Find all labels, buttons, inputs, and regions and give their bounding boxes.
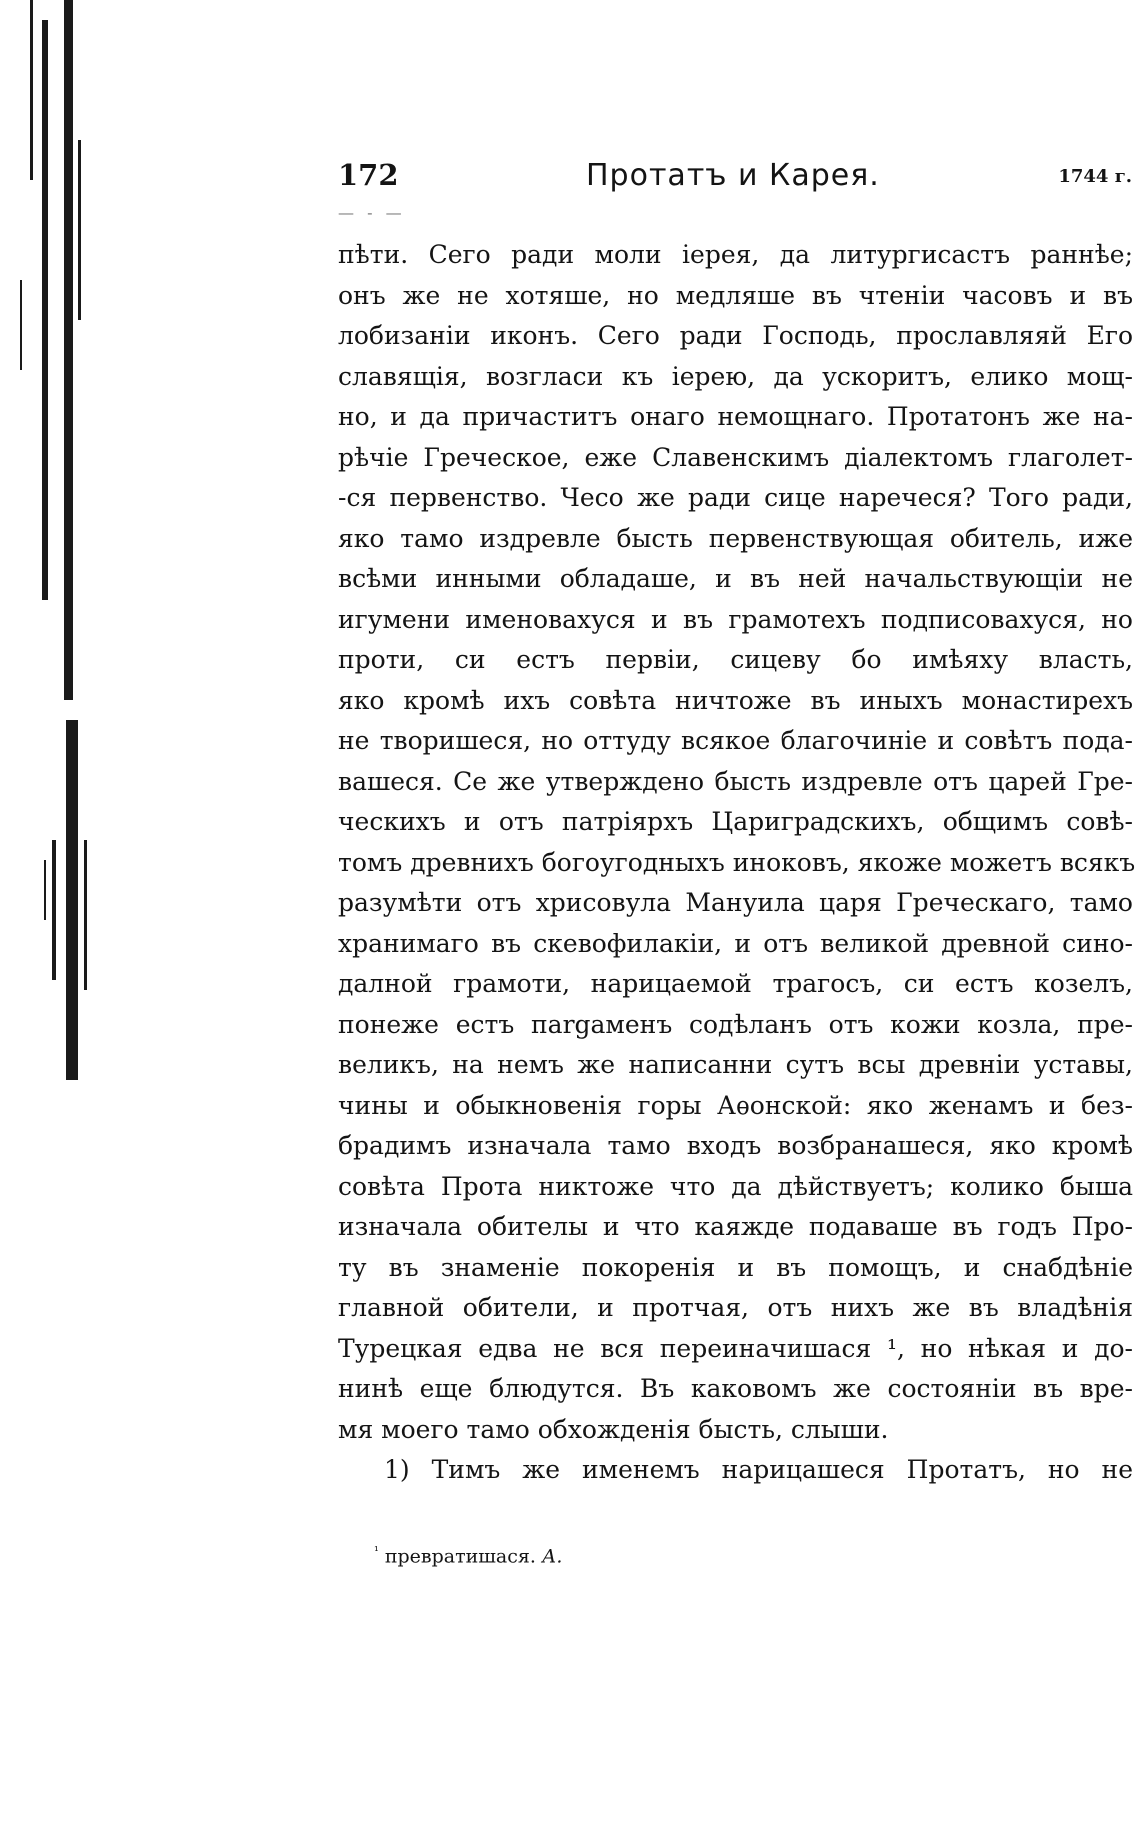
text-line: яко кромѣ ихъ совѣта ничтоже въ иныхъ монастирехъ bbox=[338, 685, 1133, 715]
text-line: ческихъ и отъ патріярхъ Цариградскихъ, общимъ совѣ- bbox=[338, 807, 1133, 836]
text-line: лобизаніи иконъ. Сего ради Господь, прославляяй Его bbox=[338, 321, 1133, 350]
binding-mark bbox=[66, 720, 78, 1080]
footnote-source: А. bbox=[541, 1545, 563, 1568]
binding-mark bbox=[78, 140, 81, 320]
binding-mark bbox=[44, 860, 46, 920]
footnote bbox=[374, 1544, 562, 1567]
text-line: великъ, на немъ же написанни сутъ всы древніи уставы, bbox=[338, 1050, 1133, 1079]
text-line: онъ же не хотяше, но медляше въ чтеніи часовъ и въ bbox=[338, 280, 1133, 310]
text-line: Турецкая едва не вся переиначишася ¹, но нѣкая и до- bbox=[338, 1333, 1133, 1363]
footnote-mark: ¹ bbox=[374, 1544, 379, 1558]
text-line: всѣми инными обладаше, и въ ней начальствующіи не bbox=[338, 564, 1133, 593]
text-line: игумени именовахуся и въ грамотехъ подписовахуся, но bbox=[338, 604, 1133, 634]
body-text bbox=[338, 235, 1136, 1491]
text-line: -ся первенство. Чесо же ради сице наречеся? Того ради, bbox=[338, 483, 1133, 512]
page-header bbox=[338, 158, 1132, 198]
binding-mark bbox=[20, 280, 22, 370]
running-title: Протатъ и Карея. bbox=[586, 158, 880, 193]
text-line: мя моего тамо обхожденія бысть, слыши. bbox=[338, 1414, 889, 1444]
text-line: чины и обыкновенія горы Аѳонской: яко женамъ и без- bbox=[338, 1090, 1133, 1120]
text-line: нинѣ еще блюдутся. Въ каковомъ же состояніи въ вре- bbox=[338, 1374, 1133, 1403]
text-line: яко тамо издревле бысть первенствующая обитель, иже bbox=[338, 523, 1133, 553]
text-line: томъ древнихъ богоугодныхъ иноковъ, якоже можетъ всякъ bbox=[338, 847, 1136, 877]
text-line: вашеся. Се же утверждено бысть издревле отъ царей Гре- bbox=[338, 766, 1133, 796]
text-line: но, и да причаститъ онаго немощнаго. Протатонъ же на- bbox=[338, 402, 1133, 431]
binding-mark bbox=[64, 0, 73, 700]
text-line: не творишеся, но оттуду всякое благочиніе и совѣтъ пода- bbox=[338, 726, 1133, 755]
binding-mark bbox=[30, 0, 33, 180]
text-line: ту въ знаменіе покоренія и въ помощъ, и снабдѣніе bbox=[338, 1252, 1133, 1282]
text-line: главной обители, и протчая, отъ нихъ же въ владѣнія bbox=[338, 1293, 1133, 1322]
text-line: хранимаго въ скевофилакіи, и отъ великой древной сино- bbox=[338, 928, 1133, 958]
text-line: далной грамоти, нарицаемой трагосъ, си естъ козелъ, bbox=[338, 969, 1133, 998]
text-line: брадимъ изначала тамо входъ возбранашеся, яко кромѣ bbox=[338, 1131, 1133, 1160]
text-line: рѣчіе Греческое, еже Славенскимъ діалектомъ глаголет- bbox=[338, 442, 1133, 472]
year-mark: 1744 г. bbox=[1058, 166, 1132, 187]
text-line: разумѣти отъ хрисовула Мануила царя Греческаго, тамо bbox=[338, 888, 1133, 917]
page-number: 172 bbox=[338, 158, 399, 192]
binding-mark bbox=[42, 20, 48, 600]
text-line: понеже естъ пargаменъ содѣланъ отъ кожи козла, пре- bbox=[338, 1009, 1133, 1039]
header-dash: — - — bbox=[338, 203, 406, 222]
binding-mark bbox=[52, 840, 56, 980]
text-line: совѣта Прота никтоже что да дѣйствуетъ; колико быша bbox=[338, 1171, 1133, 1201]
text-line: прoти, си естъ первіи, сицеву бо имѣяху власть, bbox=[338, 645, 1133, 674]
scan-binding-edge bbox=[0, 0, 100, 1844]
text-line: изначала обителы и что каяжде подаваше въ годъ Про- bbox=[338, 1212, 1133, 1241]
paragraph-start-line: 1) Тимъ же именемъ нарицашеся Протатъ, но не bbox=[384, 1455, 1133, 1484]
text-line: славящія, возгласи къ іерею, да ускоритъ, елико мощ- bbox=[338, 361, 1133, 391]
binding-mark bbox=[84, 840, 87, 990]
footnote-text: превратишася. bbox=[384, 1545, 536, 1568]
text-line: пѣти. Сего ради моли іерея, да литургисастъ раннѣе; bbox=[338, 240, 1133, 269]
